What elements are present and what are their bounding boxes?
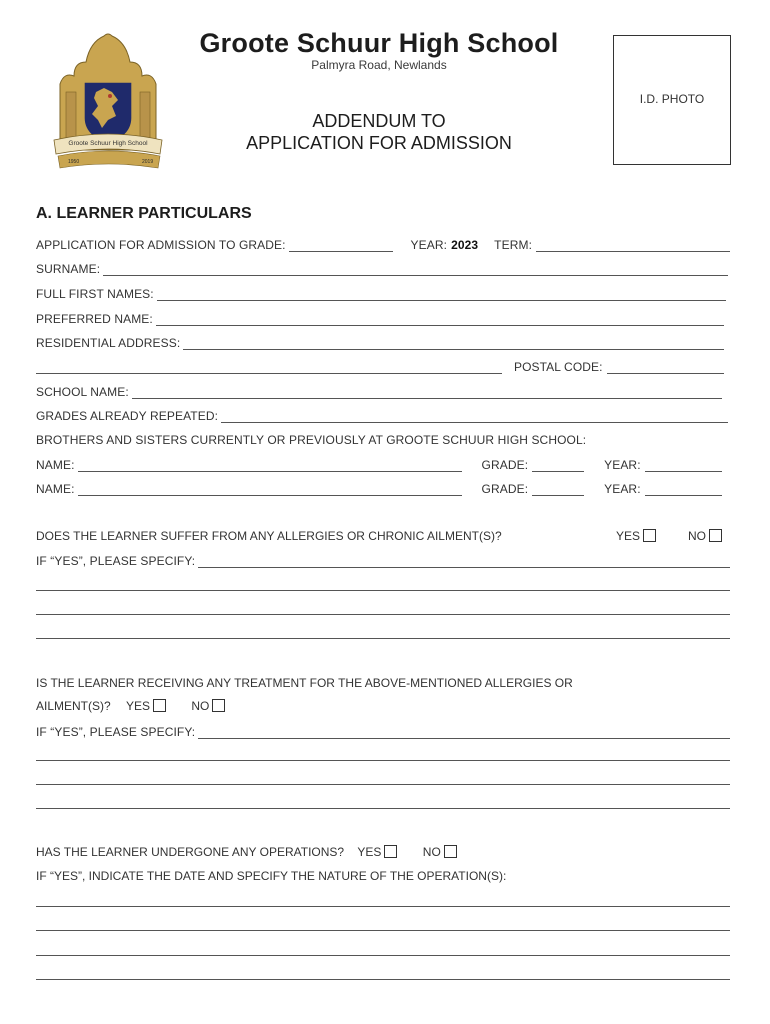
residential-address-label: RESIDENTIAL ADDRESS:: [36, 336, 181, 350]
title-line-2: APPLICATION FOR ADMISSION: [246, 133, 512, 153]
grade-field[interactable]: [289, 237, 393, 252]
sibling-year-field-2[interactable]: [645, 481, 722, 496]
operations-question: [36, 845, 457, 859]
operations-question-text: HAS THE LEARNER UNDERGONE ANY OPERATIONS?: [36, 845, 345, 859]
document-title: [180, 110, 578, 154]
treatment-specify-row: [36, 719, 730, 739]
first-names-field[interactable]: [157, 286, 726, 301]
allergies-no-option: [688, 529, 722, 543]
grade-year-term-row: [36, 232, 730, 252]
operations-no-label: NO: [422, 845, 441, 859]
sibling-year-label: YEAR:: [604, 482, 641, 496]
crest-year-right: 2019: [142, 159, 154, 165]
sibling-grade-field-2[interactable]: [532, 481, 584, 496]
sibling-year-field-1[interactable]: [645, 457, 722, 472]
crest-year-left: 1950: [68, 159, 80, 165]
operations-yes-checkbox[interactable]: [384, 845, 397, 858]
treatment-answer-line[interactable]: [36, 808, 730, 809]
treatment-yes-checkbox[interactable]: [153, 699, 166, 712]
sibling-name-label: NAME:: [36, 482, 75, 496]
preferred-name-field[interactable]: [156, 311, 724, 326]
first-names-label: FULL FIRST NAMES:: [36, 287, 154, 301]
preferred-name-label: PREFERRED NAME:: [36, 312, 153, 326]
address-postal-row: [36, 354, 724, 374]
allergies-no-label: NO: [688, 529, 706, 543]
siblings-row: [36, 427, 730, 447]
allergies-question-text: DOES THE LEARNER SUFFER FROM ANY ALLERGIES OR CHRONIC AILMENT(S)?: [36, 529, 502, 543]
treatment-specify-field[interactable]: [198, 724, 730, 739]
crest-banner-text: Groote Schuur High School: [68, 140, 148, 147]
sibling-name-field-1[interactable]: [78, 457, 462, 472]
allergies-specify-label: IF “YES”, PLEASE SPECIFY:: [36, 554, 196, 568]
operations-answer-line[interactable]: [36, 930, 730, 931]
treatment-answer-line[interactable]: [36, 760, 730, 761]
postal-code-label: POSTAL CODE:: [514, 360, 603, 374]
residential-address-field-2[interactable]: [36, 359, 502, 374]
school-name-row: [36, 379, 722, 399]
allergies-yes-option: [616, 529, 656, 543]
treatment-question-line-1: IS THE LEARNER RECEIVING ANY TREATMENT FOR THE ABOVE-MENTIONED ALLERGIES OR: [36, 676, 573, 690]
operations-answer-line[interactable]: [36, 955, 730, 956]
allergies-specify-field[interactable]: [198, 553, 730, 568]
allergies-question: [36, 529, 502, 543]
title-line-1: ADDENDUM TO: [312, 111, 446, 131]
postal-code-field[interactable]: [607, 359, 724, 374]
sibling-row-1: [36, 452, 722, 472]
operations-answer-line[interactable]: [36, 906, 730, 907]
treatment-question-text: AILMENT(S)?: [36, 699, 111, 713]
allergies-no-checkbox[interactable]: [709, 529, 722, 542]
grades-repeated-field[interactable]: [221, 408, 728, 423]
id-photo-label: I.D. PHOTO: [639, 92, 705, 106]
treatment-question-line-2: [36, 699, 225, 713]
operations-answer-line[interactable]: [36, 979, 730, 980]
treatment-yes-label: YES: [126, 699, 151, 713]
year-label: YEAR:: [410, 238, 448, 252]
sibling-grade-label: GRADE:: [481, 458, 529, 472]
operations-yes-label: YES: [357, 845, 382, 859]
sibling-grade-field-1[interactable]: [532, 457, 584, 472]
surname-label: SURNAME:: [36, 262, 101, 276]
allergies-yes-checkbox[interactable]: [643, 529, 656, 542]
allergies-answer-line[interactable]: [36, 590, 730, 591]
operations-no-checkbox[interactable]: [444, 845, 457, 858]
treatment-answer-line[interactable]: [36, 784, 730, 785]
grades-repeated-row: [36, 403, 728, 423]
id-photo-box[interactable]: [613, 35, 731, 165]
sibling-year-label: YEAR:: [604, 458, 641, 472]
sibling-row-2: [36, 476, 722, 496]
surname-field[interactable]: [103, 261, 728, 276]
school-address: Palmyra Road, Newlands: [311, 58, 447, 72]
grade-label: APPLICATION FOR ADMISSION TO GRADE:: [36, 238, 286, 252]
school-crest-logo: [52, 32, 164, 170]
operations-specify-label: IF “YES”, INDICATE THE DATE AND SPECIFY THE NATURE OF THE OPERATION(S):: [36, 869, 507, 883]
school-name-field[interactable]: [132, 384, 722, 399]
school-name: Groote Schuur High School: [199, 28, 559, 58]
allergies-answer-line[interactable]: [36, 614, 730, 615]
sibling-grade-label: GRADE:: [481, 482, 529, 496]
treatment-specify-label: IF “YES”, PLEASE SPECIFY:: [36, 725, 196, 739]
allergies-yes-label: YES: [616, 529, 641, 543]
first-names-row: [36, 281, 726, 301]
section-a-heading: A. LEARNER PARTICULARS: [36, 205, 252, 222]
preferred-name-row: [36, 306, 724, 326]
sibling-name-label: NAME:: [36, 458, 75, 472]
residential-address-row: [36, 330, 724, 350]
allergies-specify-row: [36, 548, 730, 568]
treatment-no-label: NO: [191, 699, 210, 713]
siblings-label: BROTHERS AND SISTERS CURRENTLY OR PREVIOUSLY AT GROOTE SCHUUR HIGH SCHOOL:: [36, 433, 587, 447]
residential-address-field[interactable]: [183, 335, 724, 350]
surname-row: [36, 256, 728, 276]
treatment-no-checkbox[interactable]: [212, 699, 225, 712]
sibling-name-field-2[interactable]: [78, 481, 462, 496]
school-name-label: SCHOOL NAME:: [36, 385, 129, 399]
grades-repeated-label: GRADES ALREADY REPEATED:: [36, 409, 219, 423]
term-label: TERM:: [494, 238, 533, 252]
term-field[interactable]: [536, 237, 730, 252]
allergies-answer-line[interactable]: [36, 638, 730, 639]
year-value: 2023: [451, 238, 479, 252]
